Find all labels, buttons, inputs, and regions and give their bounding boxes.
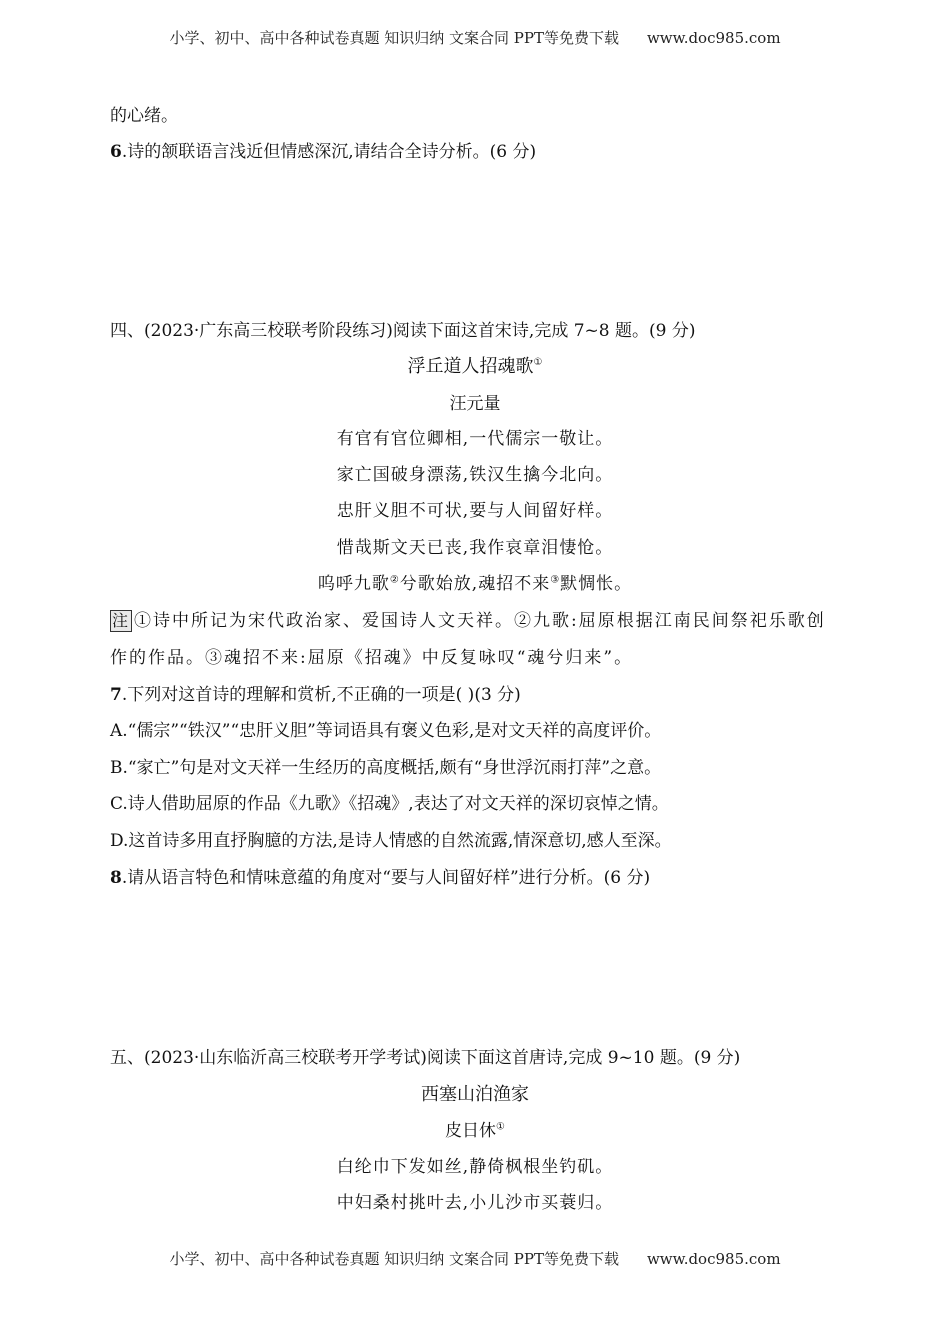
poem-2-author — [0, 1118, 950, 1144]
page-footer — [0, 1248, 950, 1269]
note-line-2: 作的作品。③魂招不来:屈原《招魂》中反复咏叹“魂兮归来”。 — [110, 648, 634, 668]
poem-2-title: 西塞山泊渔家 — [421, 1084, 529, 1105]
poem-1-line-2: 家亡国破身漂荡,铁汉生擒今北向。 — [336, 465, 614, 485]
note-line-1-text: ①诗中所记为宋代政治家、爱国诗人文天祥。②九歌:屈原根据江南民间祭祀乐歌创 — [134, 611, 826, 631]
poem-1-line-1: 有官有官位卿相,一代儒宗一敬让。 — [336, 429, 614, 449]
poem-1-line-5-part-c: 默惆怅。 — [560, 574, 633, 594]
poem-2-author-mark: ① — [496, 1121, 505, 1133]
poem-1-line-3: 忠肝义胆不可状,要与人间留好样。 — [336, 501, 614, 521]
question-7-number: 7 — [110, 685, 122, 705]
poem-1-line-5-part-a: 呜呼九歌 — [317, 574, 390, 594]
footnote-mark-2: ② — [389, 574, 400, 586]
question-6-number: 6 — [110, 142, 122, 162]
poem-1-line-4: 惜哉斯文天已丧,我作哀章泪悽怆。 — [336, 538, 614, 558]
option-c: C.诗人借助屈原的作品《九歌》《招魂》,表达了对文天祥的深切哀悼之情。 — [110, 794, 669, 814]
header-url[interactable]: www.doc985.com — [646, 29, 781, 47]
poem-1-title-mark: ① — [533, 357, 543, 368]
poem-1-title — [0, 354, 950, 380]
question-8 — [110, 865, 850, 891]
poem-1-line-5-part-b: 兮歌始放,魂招不来 — [399, 574, 551, 594]
poem-2-line-2: 中妇桑村挑叶去,小儿沙市买蓑归。 — [336, 1193, 614, 1213]
poem-1-author: 汪元量 — [449, 394, 501, 414]
option-b: B.“家亡”句是对文天祥一生经历的高度概括,颇有“身世浮沉雨打萍”之意。 — [110, 758, 662, 778]
footer-text: 小学、初中、高中各种试卷真题 知识归纳 文案合同 PPT等免费下载 — [169, 1250, 619, 1268]
previous-answer-tail: 的心绪。 — [110, 106, 178, 126]
header-text: 小学、初中、高中各种试卷真题 知识归纳 文案合同 PPT等免费下载 — [169, 29, 619, 47]
question-8-text: .请从语言特色和情味意蕴的角度对“要与人间留好样”进行分析。(6 分) — [121, 868, 651, 888]
poem-1-title-text: 浮丘道人招魂歌 — [407, 356, 534, 377]
footnote-mark-3: ③ — [550, 574, 561, 586]
poem-2-line-1: 白纶巾下发如丝,静倚枫根坐钓矶。 — [336, 1157, 614, 1177]
question-6-text: .诗的颔联语言浅近但情感深沉,请结合全诗分析。(6 分) — [121, 142, 537, 162]
question-7 — [110, 682, 850, 708]
poem-1-line-5 — [0, 571, 950, 597]
note-line-1 — [110, 608, 850, 634]
question-7-text: .下列对这首诗的理解和赏析,不正确的一项是( )(3 分) — [121, 685, 521, 705]
question-8-number: 8 — [110, 868, 122, 888]
question-6 — [110, 139, 850, 165]
note-tag: 注 — [112, 611, 131, 630]
footer-url[interactable]: www.doc985.com — [646, 1250, 781, 1268]
section-5-heading: 五、(2023·山东临沂高三校联考开学考试)阅读下面这首唐诗,完成 9~10 题。(9 分) — [110, 1048, 741, 1068]
section-4-heading: 四、(2023·广东高三校联考阶段练习)阅读下面这首宋诗,完成 7~8 题。(9 分) — [110, 321, 696, 341]
option-a: A.“儒宗”“铁汉”“忠肝义胆”等词语具有褒义色彩,是对文天祥的高度评价。 — [110, 721, 662, 741]
poem-2-author-text: 皮日休 — [445, 1121, 497, 1141]
option-d: D.这首诗多用直抒胸臆的方法,是诗人情感的自然流露,情深意切,感人至深。 — [110, 831, 672, 851]
page-header — [0, 27, 950, 48]
